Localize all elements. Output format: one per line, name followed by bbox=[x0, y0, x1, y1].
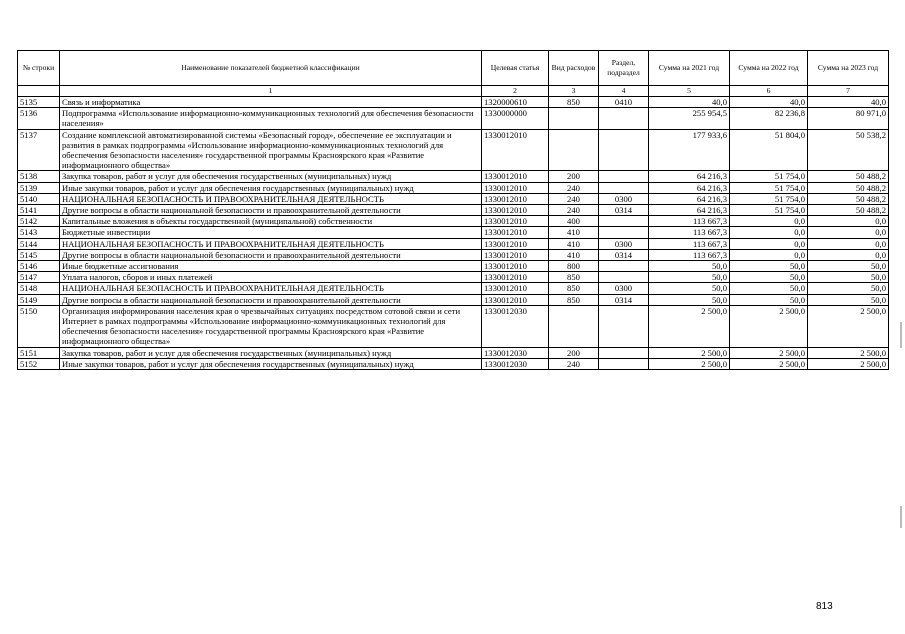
table-row bbox=[18, 358, 889, 369]
table-row bbox=[18, 272, 889, 283]
sum-2021-cell: 177 933,6 bbox=[649, 129, 730, 171]
target-article-cell: 1330012010 bbox=[482, 182, 549, 193]
sum-2022-cell: 50,0 bbox=[730, 294, 808, 305]
row-number-cell: 5135 bbox=[18, 97, 60, 108]
sum-2023-cell: 50 488,2 bbox=[808, 205, 889, 216]
scan-artifact-mark bbox=[900, 322, 902, 348]
sum-2023-cell: 0,0 bbox=[808, 249, 889, 260]
expense-type-cell bbox=[549, 305, 599, 347]
sum-2023-cell: 50,0 bbox=[808, 294, 889, 305]
column-number: 7 bbox=[808, 86, 889, 97]
sum-2022-cell: 51 754,0 bbox=[730, 171, 808, 182]
row-number-cell: 5144 bbox=[18, 238, 60, 249]
target-article-cell: 1320000610 bbox=[482, 97, 549, 108]
row-number-cell: 5142 bbox=[18, 216, 60, 227]
page-number: 813 bbox=[816, 601, 833, 612]
table-row bbox=[18, 227, 889, 238]
expense-type-cell: 200 bbox=[549, 347, 599, 358]
sum-2022-cell: 40,0 bbox=[730, 97, 808, 108]
sum-2022-cell: 50,0 bbox=[730, 272, 808, 283]
row-number-cell: 5147 bbox=[18, 272, 60, 283]
sum-2022-cell: 2 500,0 bbox=[730, 305, 808, 347]
header-row bbox=[18, 51, 889, 86]
sum-2021-cell: 64 216,3 bbox=[649, 193, 730, 204]
indicator-name-cell: Создание комплексной автоматизированной системы «Безопасный город», обеспечение ее эксплуатации и развития в рамках подпрограммы «Использование информационно-коммуникационных технологий для обеспечения безопасности населения» государственной программы Красноярского края «Развитие информационного общества» bbox=[60, 129, 482, 171]
section-code-cell bbox=[599, 272, 649, 283]
sum-2023-cell: 0,0 bbox=[808, 227, 889, 238]
indicator-name-cell: Уплата налогов, сборов и иных платежей bbox=[60, 272, 482, 283]
target-article-cell: 1330012010 bbox=[482, 294, 549, 305]
target-article-cell: 1330012010 bbox=[482, 283, 549, 294]
table-row bbox=[18, 261, 889, 272]
indicator-name-cell: Иные бюджетные ассигнования bbox=[60, 261, 482, 272]
sum-2023-cell: 50,0 bbox=[808, 261, 889, 272]
row-number-cell: 5151 bbox=[18, 347, 60, 358]
expense-type-cell: 410 bbox=[549, 238, 599, 249]
sum-2021-cell: 64 216,3 bbox=[649, 171, 730, 182]
sum-2022-cell: 51 804,0 bbox=[730, 129, 808, 171]
section-code-cell bbox=[599, 227, 649, 238]
target-article-cell: 1330012010 bbox=[482, 249, 549, 260]
target-article-cell: 1330012010 bbox=[482, 238, 549, 249]
table-row bbox=[18, 97, 889, 108]
sum-2021-cell: 50,0 bbox=[649, 272, 730, 283]
row-number-cell: 5140 bbox=[18, 193, 60, 204]
expense-type-cell: 850 bbox=[549, 283, 599, 294]
table-row bbox=[18, 205, 889, 216]
header-sum-2021: Сумма на 2021 год bbox=[649, 51, 730, 86]
budget-table bbox=[17, 50, 889, 370]
row-number-cell: 5138 bbox=[18, 171, 60, 182]
sum-2022-cell: 0,0 bbox=[730, 216, 808, 227]
row-number-cell: 5137 bbox=[18, 129, 60, 171]
indicator-name-cell: Иные закупки товаров, работ и услуг для обеспечения государственных (муниципальных) нужд bbox=[60, 182, 482, 193]
section-code-cell: 0314 bbox=[599, 205, 649, 216]
sum-2023-cell: 0,0 bbox=[808, 216, 889, 227]
table-row bbox=[18, 171, 889, 182]
target-article-cell: 1330012010 bbox=[482, 129, 549, 171]
sum-2022-cell: 2 500,0 bbox=[730, 347, 808, 358]
target-article-cell: 1330012030 bbox=[482, 305, 549, 347]
indicator-name-cell: Капитальные вложения в объекты государственной (муниципальной) собственности bbox=[60, 216, 482, 227]
sum-2021-cell: 2 500,0 bbox=[649, 358, 730, 369]
row-number-cell: 5148 bbox=[18, 283, 60, 294]
sum-2021-cell: 2 500,0 bbox=[649, 305, 730, 347]
sum-2021-cell: 64 216,3 bbox=[649, 205, 730, 216]
sum-2023-cell: 0,0 bbox=[808, 238, 889, 249]
row-number-cell: 5139 bbox=[18, 182, 60, 193]
sum-2023-cell: 2 500,0 bbox=[808, 305, 889, 347]
expense-type-cell: 850 bbox=[549, 272, 599, 283]
sum-2022-cell: 0,0 bbox=[730, 238, 808, 249]
sum-2021-cell: 50,0 bbox=[649, 283, 730, 294]
indicator-name-cell: Закупка товаров, работ и услуг для обеспечения государственных (муниципальных) нужд bbox=[60, 171, 482, 182]
sum-2021-cell: 255 954,5 bbox=[649, 108, 730, 129]
section-code-cell: 0314 bbox=[599, 294, 649, 305]
sum-2023-cell: 40,0 bbox=[808, 97, 889, 108]
target-article-cell: 1330012010 bbox=[482, 205, 549, 216]
expense-type-cell: 240 bbox=[549, 205, 599, 216]
sum-2021-cell: 113 667,3 bbox=[649, 227, 730, 238]
table-row bbox=[18, 283, 889, 294]
expense-type-cell: 240 bbox=[549, 182, 599, 193]
indicator-name-cell: НАЦИОНАЛЬНАЯ БЕЗОПАСНОСТЬ И ПРАВООХРАНИТЕЛЬНАЯ ДЕЯТЕЛЬНОСТЬ bbox=[60, 193, 482, 204]
sum-2021-cell: 50,0 bbox=[649, 294, 730, 305]
sum-2021-cell: 50,0 bbox=[649, 261, 730, 272]
column-number: 5 bbox=[649, 86, 730, 97]
indicator-name-cell: Другие вопросы в области национальной безопасности и правоохранительной деятельности bbox=[60, 294, 482, 305]
sum-2021-cell: 113 667,3 bbox=[649, 249, 730, 260]
sum-2022-cell: 0,0 bbox=[730, 227, 808, 238]
expense-type-cell bbox=[549, 129, 599, 171]
indicator-name-cell: Бюджетные инвестиции bbox=[60, 227, 482, 238]
target-article-cell: 1330012010 bbox=[482, 261, 549, 272]
column-number-row bbox=[18, 86, 889, 97]
indicator-name-cell: Другие вопросы в области национальной безопасности и правоохранительной деятельности bbox=[60, 205, 482, 216]
target-article-cell: 1330000000 bbox=[482, 108, 549, 129]
sum-2023-cell: 50,0 bbox=[808, 283, 889, 294]
header-sum-2022: Сумма на 2022 год bbox=[730, 51, 808, 86]
header-expense-type: Вид расходов bbox=[549, 51, 599, 86]
indicator-name-cell: Другие вопросы в области национальной безопасности и правоохранительной деятельности bbox=[60, 249, 482, 260]
sum-2023-cell: 50 488,2 bbox=[808, 171, 889, 182]
target-article-cell: 1330012010 bbox=[482, 171, 549, 182]
table-row bbox=[18, 294, 889, 305]
row-number-cell: 5150 bbox=[18, 305, 60, 347]
sum-2021-cell: 113 667,3 bbox=[649, 216, 730, 227]
sum-2021-cell: 113 667,3 bbox=[649, 238, 730, 249]
expense-type-cell: 240 bbox=[549, 358, 599, 369]
section-code-cell: 0300 bbox=[599, 283, 649, 294]
column-number: 2 bbox=[482, 86, 549, 97]
section-code-cell bbox=[599, 261, 649, 272]
sum-2023-cell: 2 500,0 bbox=[808, 347, 889, 358]
sum-2023-cell: 50 488,2 bbox=[808, 193, 889, 204]
section-code-cell bbox=[599, 347, 649, 358]
indicator-name-cell: НАЦИОНАЛЬНАЯ БЕЗОПАСНОСТЬ И ПРАВООХРАНИТЕЛЬНАЯ ДЕЯТЕЛЬНОСТЬ bbox=[60, 283, 482, 294]
column-number: 1 bbox=[60, 86, 482, 97]
indicator-name-cell: Закупка товаров, работ и услуг для обеспечения государственных (муниципальных) нужд bbox=[60, 347, 482, 358]
section-code-cell: 0300 bbox=[599, 193, 649, 204]
sum-2023-cell: 80 971,0 bbox=[808, 108, 889, 129]
table-row bbox=[18, 129, 889, 171]
expense-type-cell: 240 bbox=[549, 193, 599, 204]
sum-2023-cell: 50,0 bbox=[808, 272, 889, 283]
sum-2021-cell: 40,0 bbox=[649, 97, 730, 108]
indicator-name-cell: Связь и информатика bbox=[60, 97, 482, 108]
sum-2022-cell: 51 754,0 bbox=[730, 193, 808, 204]
target-article-cell: 1330012010 bbox=[482, 216, 549, 227]
header-row-number: № строки bbox=[18, 51, 60, 86]
expense-type-cell bbox=[549, 108, 599, 129]
row-number-cell: 5145 bbox=[18, 249, 60, 260]
sum-2022-cell: 51 754,0 bbox=[730, 205, 808, 216]
expense-type-cell: 410 bbox=[549, 249, 599, 260]
section-code-cell bbox=[599, 216, 649, 227]
section-code-cell bbox=[599, 129, 649, 171]
section-code-cell bbox=[599, 182, 649, 193]
expense-type-cell: 410 bbox=[549, 227, 599, 238]
section-code-cell: 0314 bbox=[599, 249, 649, 260]
column-number: 6 bbox=[730, 86, 808, 97]
row-number-cell: 5152 bbox=[18, 358, 60, 369]
section-code-cell: 0410 bbox=[599, 97, 649, 108]
target-article-cell: 1330012010 bbox=[482, 272, 549, 283]
sum-2022-cell: 50,0 bbox=[730, 261, 808, 272]
table-row bbox=[18, 238, 889, 249]
sum-2023-cell: 2 500,0 bbox=[808, 358, 889, 369]
table-row bbox=[18, 108, 889, 129]
indicator-name-cell: Подпрограмма «Использование информационно-коммуникационных технологий для обеспечения безопасности населения» bbox=[60, 108, 482, 129]
header-sum-2023: Сумма на 2023 год bbox=[808, 51, 889, 86]
row-number-cell: 5149 bbox=[18, 294, 60, 305]
sum-2022-cell: 50,0 bbox=[730, 283, 808, 294]
sum-2023-cell: 50 488,2 bbox=[808, 182, 889, 193]
header-indicator-name: Наименование показателей бюджетной классификации bbox=[60, 51, 482, 86]
sum-2021-cell: 64 216,3 bbox=[649, 182, 730, 193]
target-article-cell: 1330012010 bbox=[482, 193, 549, 204]
indicator-name-cell: Иные закупки товаров, работ и услуг для обеспечения государственных (муниципальных) нужд bbox=[60, 358, 482, 369]
row-number-cell: 5146 bbox=[18, 261, 60, 272]
table-row bbox=[18, 216, 889, 227]
target-article-cell: 1330012010 bbox=[482, 227, 549, 238]
sum-2022-cell: 51 754,0 bbox=[730, 182, 808, 193]
target-article-cell: 1330012030 bbox=[482, 347, 549, 358]
row-number-cell: 5136 bbox=[18, 108, 60, 129]
indicator-name-cell: НАЦИОНАЛЬНАЯ БЕЗОПАСНОСТЬ И ПРАВООХРАНИТЕЛЬНАЯ ДЕЯТЕЛЬНОСТЬ bbox=[60, 238, 482, 249]
table-row bbox=[18, 249, 889, 260]
section-code-cell bbox=[599, 108, 649, 129]
sum-2022-cell: 82 236,8 bbox=[730, 108, 808, 129]
sum-2023-cell: 50 538,2 bbox=[808, 129, 889, 171]
target-article-cell: 1330012030 bbox=[482, 358, 549, 369]
indicator-name-cell: Организация информирования населения края о чрезвычайных ситуациях посредством сотовой связи и сети Интернет в рамках подпрограммы «Использование информационно-коммуникационных технологий для обеспечения безопасности населения» государственной программы Красноярского края «Развитие информационного общества» bbox=[60, 305, 482, 347]
table-row bbox=[18, 182, 889, 193]
table-row bbox=[18, 193, 889, 204]
column-number bbox=[18, 86, 60, 97]
sum-2022-cell: 2 500,0 bbox=[730, 358, 808, 369]
header-target-article: Целевая статья bbox=[482, 51, 549, 86]
expense-type-cell: 850 bbox=[549, 97, 599, 108]
section-code-cell bbox=[599, 305, 649, 347]
table-row bbox=[18, 305, 889, 347]
row-number-cell: 5141 bbox=[18, 205, 60, 216]
column-number: 3 bbox=[549, 86, 599, 97]
scan-artifact-mark bbox=[900, 506, 902, 528]
section-code-cell bbox=[599, 358, 649, 369]
expense-type-cell: 850 bbox=[549, 294, 599, 305]
column-number: 4 bbox=[599, 86, 649, 97]
section-code-cell: 0300 bbox=[599, 238, 649, 249]
expense-type-cell: 800 bbox=[549, 261, 599, 272]
expense-type-cell: 200 bbox=[549, 171, 599, 182]
header-section: Раздел, подраздел bbox=[599, 51, 649, 86]
sum-2021-cell: 2 500,0 bbox=[649, 347, 730, 358]
sum-2022-cell: 0,0 bbox=[730, 249, 808, 260]
row-number-cell: 5143 bbox=[18, 227, 60, 238]
table-row bbox=[18, 347, 889, 358]
expense-type-cell: 400 bbox=[549, 216, 599, 227]
section-code-cell bbox=[599, 171, 649, 182]
table-body bbox=[18, 97, 889, 370]
